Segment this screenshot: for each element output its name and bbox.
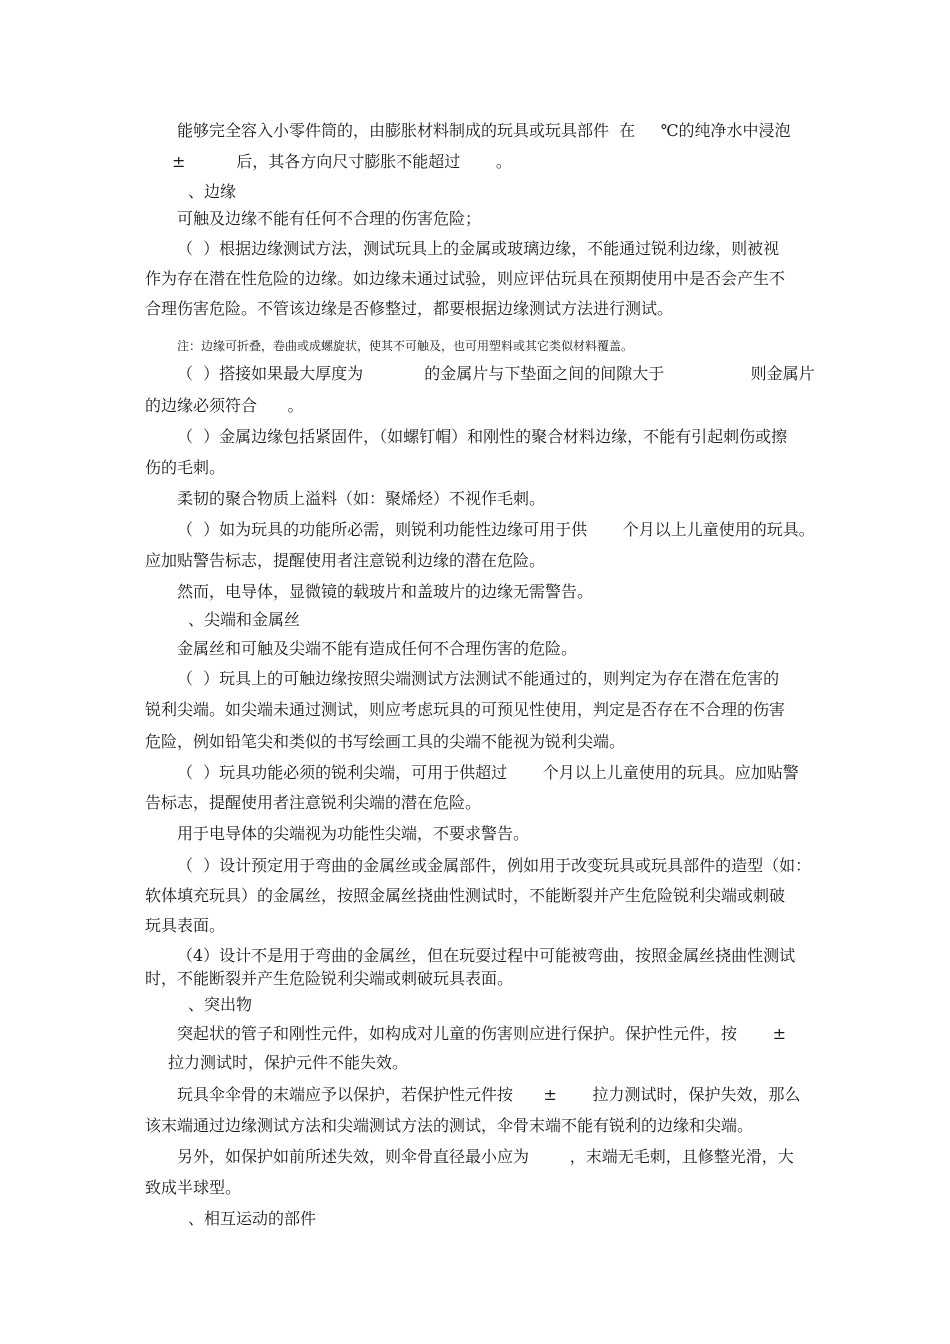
text-line: 用于电导体的尖端视为功能性尖端，不要求警告。: [177, 824, 530, 843]
text-line: （ ）金属边缘包括紧固件，（如螺钉帽）和刚性的聚合材料边缘，不能有引起刺伤或擦: [177, 427, 788, 446]
section-heading: 、边缘: [188, 182, 237, 201]
text-line: 锐利尖端。如尖端未通过测试，则应考虑玩具的可预见性使用，判定是否存在不合理的伤害: [145, 700, 786, 719]
text-line: 然而，电导体，显微镜的载玻片和盖玻片的边缘无需警告。: [177, 582, 594, 601]
text-line: 时，不能断裂并产生危险锐利尖端或刺破玩具表面。: [145, 969, 514, 988]
text-line: ± 后，其各方向尺寸膨胀不能超过 。: [172, 152, 512, 171]
text-line: 软体填充玩具）的金属丝，按照金属丝挠曲性测试时，不能断裂并产生危险锐利尖端或刺破: [145, 886, 786, 905]
text-line: 作为存在潜在性危险的边缘。如边缘未通过试验，则应评估玩具在预期使用中是否会产生不: [145, 269, 786, 288]
text-line: 合理伤害危险。不管该边缘是否修整过，都要根据边缘测试方法进行测试。: [145, 299, 674, 318]
text-line: 致成半球型。: [145, 1178, 242, 1197]
section-heading: 、尖端和金属丝: [188, 610, 301, 629]
text-line: （4）设计不是用于弯曲的金属丝，但在玩耍过程中可能被弯曲，按照金属丝挠曲性测试: [177, 946, 796, 965]
text-line: 拉力测试时，保护元件不能失效。: [168, 1053, 409, 1072]
text-line: （ ）设计预定用于弯曲的金属丝或金属部件，例如用于改变玩具或玩具部件的造型（如：: [177, 856, 812, 875]
text-line: （ ）如为玩具的功能所必需，则锐利功能性边缘可用于供 个月以上儿童使用的玩具。: [177, 520, 815, 539]
text-line: 柔韧的聚合物质上溢料（如：聚烯烃）不视作毛刺。: [177, 489, 546, 508]
section-heading: 、突出物: [188, 995, 253, 1014]
text-line: 应加贴警告标志，提醒使用者注意锐利边缘的潜在危险。: [145, 551, 546, 570]
text-line: 该末端通过边缘测试方法和尖端测试方法的测试，伞骨末端不能有锐利的边缘和尖端。: [145, 1116, 754, 1135]
text-line: （ ）根据边缘测试方法，测试玩具上的金属或玻璃边缘，不能通过锐利边缘，则被视: [177, 239, 780, 258]
text-line: （ ）玩具功能必须的锐利尖端，可用于供超过 个月以上儿童使用的玩具。应加贴警: [177, 763, 799, 782]
section-heading: 、相互运动的部件: [188, 1209, 317, 1228]
text-line: 玩具伞伞骨的末端应予以保护，若保护性元件按 ± 拉力测试时，保护失效，那么: [177, 1085, 801, 1104]
text-line: 的边缘必须符合 。: [145, 396, 304, 415]
text-line: （ ）搭接如果最大厚度为 的金属片与下垫面之间的间隙大于 则金属片: [177, 364, 815, 383]
text-line: 能够完全容入小零件筒的，由膨胀材料制成的玩具或玩具部件 在 ℃的纯净水中浸泡: [177, 121, 791, 140]
text-line: （ ）玩具上的可触边缘按照尖端测试方法测试不能通过的，则判定为存在潜在危害的: [177, 669, 780, 688]
note-line: 注：边缘可折叠，卷曲或成螺旋状，使其不可触及，也可用塑料或其它类似材料覆盖。: [177, 339, 634, 353]
text-line: 金属丝和可触及尖端不能有造成任何不合理伤害的危险。: [177, 639, 578, 658]
text-line: 另外，如保护如前所述失效，则伞骨直径最小应为 ，末端无毛刺，且修整光滑，大: [177, 1147, 794, 1166]
text-line: 突起状的管子和刚性元件，如构成对儿童的伤害则应进行保护。保护性元件，按 ±: [177, 1024, 787, 1043]
text-line: 危险，例如铅笔尖和类似的书写绘画工具的尖端不能视为锐利尖端。: [145, 732, 626, 751]
text-line: 可触及边缘不能有任何不合理的伤害危险；: [177, 209, 482, 228]
text-line: 玩具表面。: [145, 916, 226, 935]
text-line: 伤的毛刺。: [145, 458, 226, 477]
text-line: 告标志，提醒使用者注意锐利尖端的潜在危险。: [145, 793, 482, 812]
